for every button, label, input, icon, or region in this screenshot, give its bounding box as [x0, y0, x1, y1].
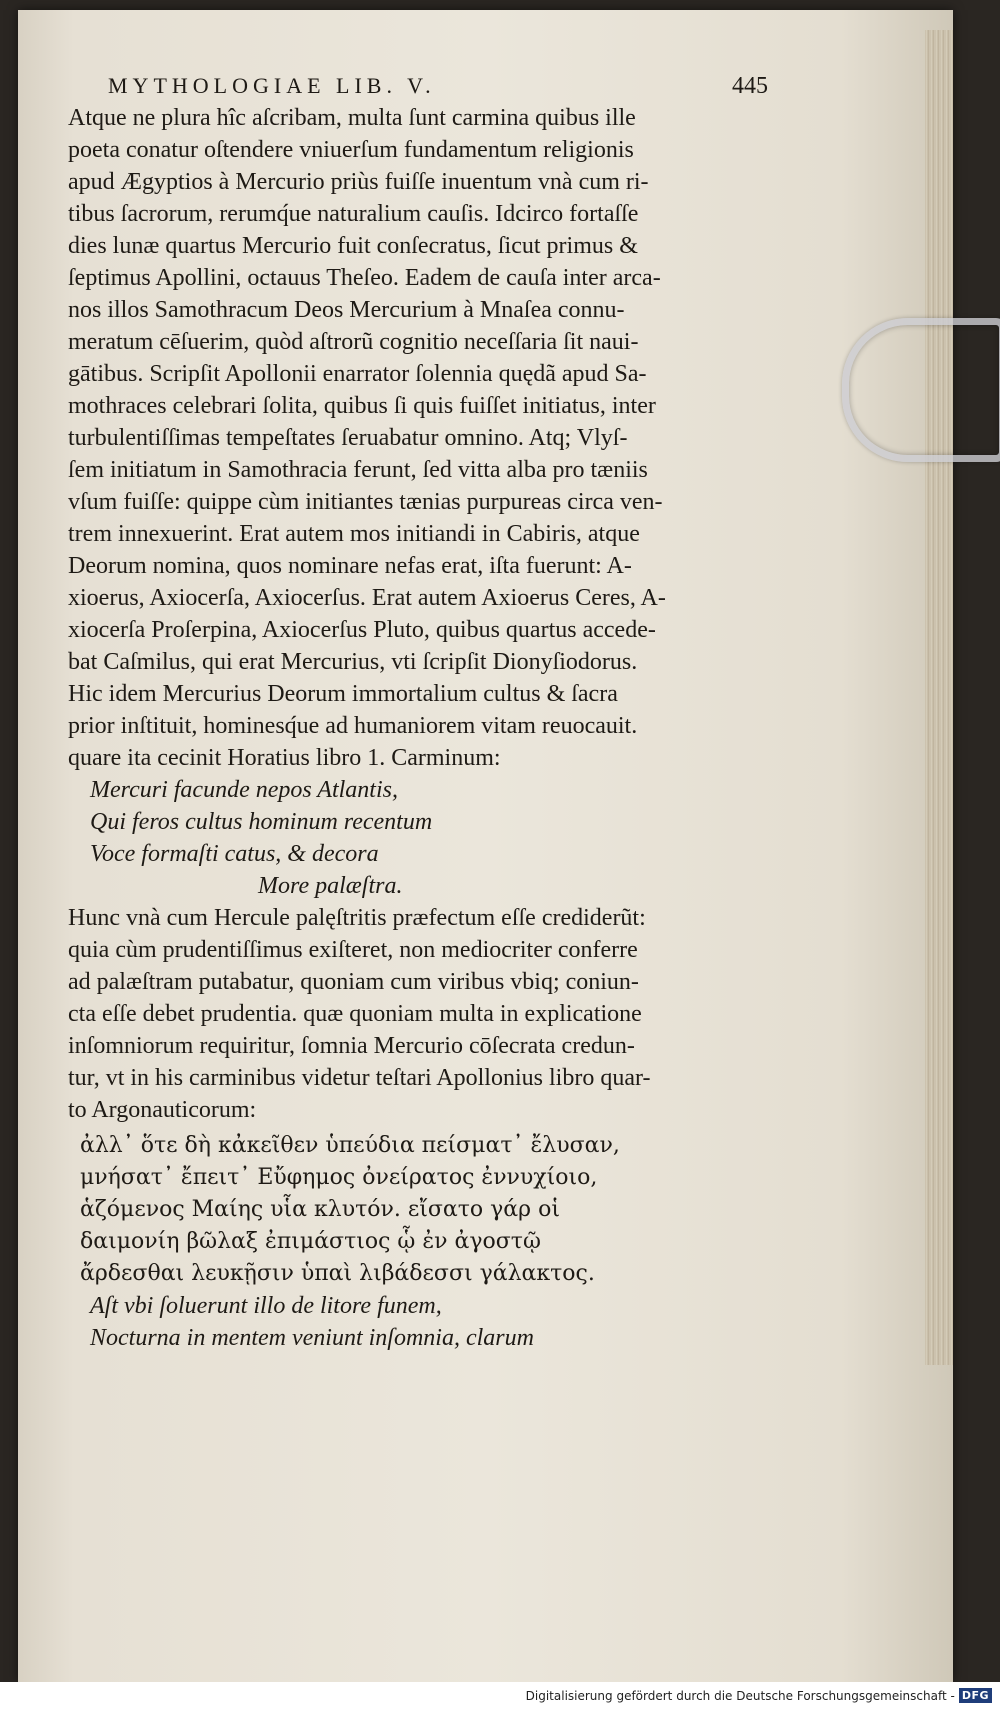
text-line: ſem initiatum in Samothracia ferunt, ſed vitta alba pro tæniis: [68, 457, 648, 483]
greek-line: ἁζόμενος Μαίης υἷα κλυτόν. εἴσατο γάρ οἱ: [80, 1197, 560, 1222]
text-line: xiocerſa Proſerpina, Axiocerſus Pluto, quibus quartus accede-: [68, 617, 656, 643]
translation-line: Nocturna in mentem veniunt inſomnia, clarum: [90, 1325, 534, 1351]
text-line: Deorum nomina, quos nominare nefas erat, iſta fuerunt: A-: [68, 553, 632, 579]
page-clip: [842, 318, 1000, 462]
prose-paragraph-1: [68, 102, 768, 774]
greek-verse: [68, 1130, 768, 1290]
running-head: [68, 70, 768, 100]
dfg-logo: DFG: [959, 1688, 992, 1703]
text-line: vſum fuiſſe: quippe cùm initiantes tænias purpureas circa ven-: [68, 489, 663, 515]
funding-credit: Digitalisierung gefördert durch die Deutsche Forschungsgemeinschaft -: [525, 1688, 955, 1703]
text-line: Hic idem Mercurius Deorum immortalium cultus & ſacra: [68, 681, 618, 707]
text-line: ſeptimus Apollini, octauus Theſeo. Eadem de cauſa inter arca-: [68, 265, 661, 291]
text-line: prior inſtituit, hominesq́ue ad humaniorem vitam reuocauit.: [68, 713, 638, 739]
text-line: apud Ægyptios à Mercurio priùs fuiſſe inuentum vnà cum ri-: [68, 169, 649, 195]
greek-line: ἀλλ᾽ ὅτε δὴ κἀκεῖθεν ὑπεύδια πείσματ᾽ ἔλυσαν,: [80, 1133, 620, 1158]
verse-line-indented: More palæſtra.: [258, 873, 403, 899]
text-line: tibus ſacrorum, rerumq́ue naturalium cauſis. Idcirco fortaſſe: [68, 201, 639, 227]
greek-line: μνήσατ᾽ ἔπειτ᾽ Εὔφημος ὀνείρατος ἐννυχίοιο,: [80, 1165, 598, 1190]
text-line: nos illos Samothracum Deos Mercurium à Mnaſea connu-: [68, 297, 625, 323]
greek-line: δαιμονίη βῶλαξ ἐπιμάστιος ᾧ ἐν ἀγοστῷ: [80, 1229, 541, 1254]
text-line: Hunc vnà cum Hercule palęſtritis præfectum eſſe crediderũt:: [68, 905, 646, 931]
page-number: 445: [732, 73, 768, 99]
translation-line: Aſt vbi ſoluerunt illo de litore funem,: [90, 1293, 442, 1319]
verse-line: Qui feros cultus hominum recentum: [90, 809, 433, 835]
text-line: turbulentiſſimas tempeſtates ſeruabatur omnino. Atq; Vlyſ-: [68, 425, 628, 451]
main-text: [68, 70, 768, 1354]
greek-line: ἄρδεσθαι λευκῇσιν ὑπαὶ λιβάδεσσι γάλακτος.: [80, 1261, 595, 1286]
text-line: quia cùm prudentiſſimus exiſteret, non mediocriter conferre: [68, 937, 638, 963]
text-line: meratum cēſuerim, quòd aſtrorũ cognitio neceſſaria ſit naui-: [68, 329, 639, 355]
text-line: trem innexuerint. Erat autem mos initiandi in Cabiris, atque: [68, 521, 640, 547]
verse-line: Voce formaſti catus, & decora: [90, 841, 379, 867]
page-stack-edge: [925, 30, 953, 1365]
text-line: poeta conatur oſtendere vniuerſum fundamentum religionis: [68, 137, 634, 163]
horace-verse: [68, 774, 768, 902]
text-line: mothraces celebrari ſolita, quibus ſi quis fuiſſet initiatus, inter: [68, 393, 656, 419]
text-line: quare ita cecinit Horatius libro 1. Carminum:: [68, 745, 501, 771]
text-line: Atque ne plura hîc aſcribam, multa ſunt carmina quibus ille: [68, 105, 636, 131]
text-line: dies lunæ quartus Mercurio fuit conſecratus, ſicut primus &: [68, 233, 638, 259]
text-line: bat Caſmilus, qui erat Mercurius, vti ſcripſit Dionyſiodorus.: [68, 649, 638, 675]
text-line: cta eſſe debet prudentia. quæ quoniam multa in explicatione: [68, 1001, 642, 1027]
prose-paragraph-2: [68, 902, 768, 1126]
text-line: gātibus. Scripſit Apollonii enarrator ſolennia quędã apud Sa-: [68, 361, 647, 387]
text-line: to Argonauticorum:: [68, 1097, 257, 1123]
text-line: ad palæſtram putabatur, quoniam cum viribus vbiq; coniun-: [68, 969, 639, 995]
digitization-footer: [0, 1682, 1000, 1709]
text-line: tur, vt in his carminibus videtur teſtari Apollonius libro quar-: [68, 1065, 651, 1091]
text-line: inſomniorum requiritur, ſomnia Mercurio cōſecrata credun-: [68, 1033, 635, 1059]
running-title: MYTHOLOGIAE LIB. V.: [108, 73, 436, 98]
text-line: xioerus, Axiocerſa, Axiocerſus. Erat autem Axioerus Ceres, A-: [68, 585, 666, 611]
verse-line: Mercuri facunde nepos Atlantis,: [90, 777, 398, 803]
latin-translation: [68, 1290, 768, 1354]
